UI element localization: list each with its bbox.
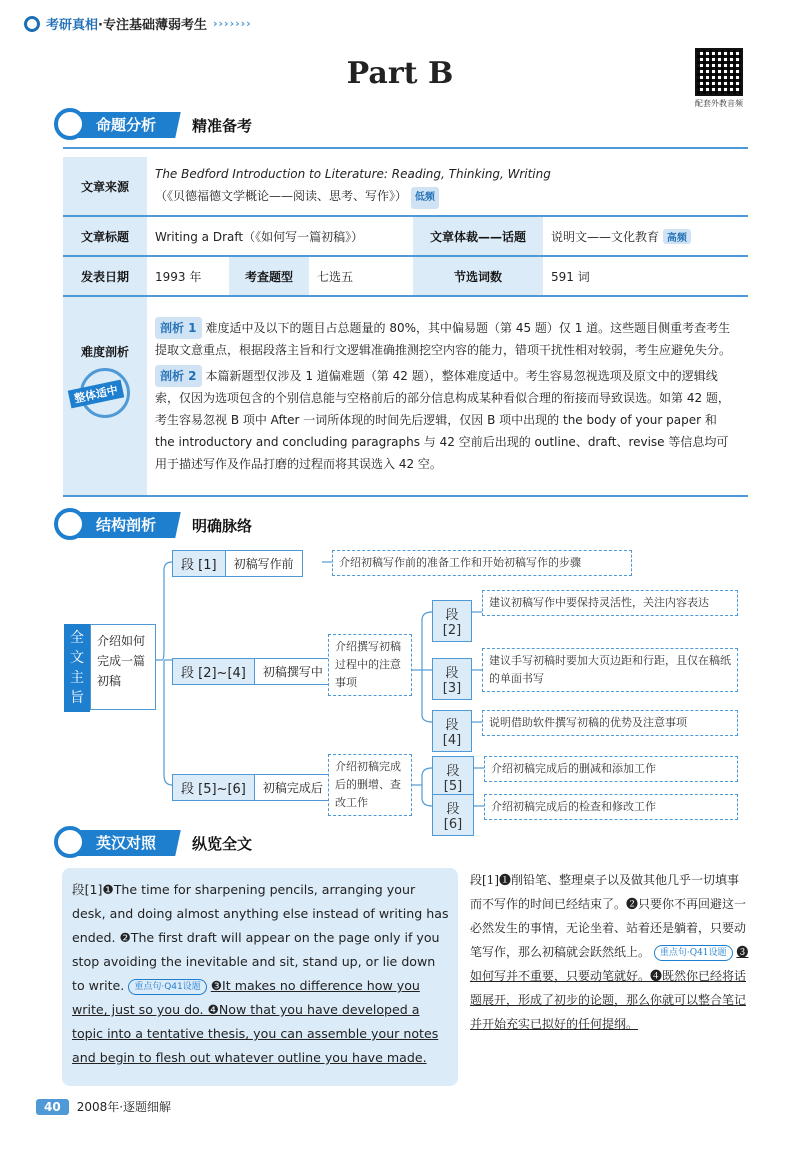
- analysis-1: [155, 317, 740, 361]
- qr-code-icon[interactable]: [695, 48, 743, 96]
- section-label: 结构剖析: [96, 516, 157, 534]
- analysis-1-label: 剖析 1: [155, 317, 202, 339]
- zh-part-2: ❸如何写并不重要，只要动笔就好。❹既然你已经将话题展开，形成了初步的论题，那么你就可以整合笔记并开始充实已拟好的任何提纲。: [470, 945, 749, 1031]
- sub-desc-6: 介绍初稿完成后的检查和修改工作: [484, 794, 738, 820]
- section-analysis-header: [60, 112, 252, 138]
- branch-1-stage: 初稿写作前: [233, 557, 294, 571]
- branch-1-para: 段 [1]: [173, 551, 226, 576]
- difficulty-cell: [63, 296, 147, 496]
- en-flag: 重点句·Q41设题: [128, 979, 206, 995]
- source-en: The Bedford Introduction to Literature: Reading, Thinking, Writing: [155, 167, 551, 181]
- analysis-1-text: 难度适中及以下的题目占总题量的 80%，其中偏易题（第 45 题）仅 1 道。这些题目侧重考查考生提取文意重点，根据段落主旨和行文逻辑准确推测挖空内容的能力，错项干扰性相对较弱，考生应避免失分。: [155, 321, 732, 357]
- source-zh: （《贝德福德文学概论——阅读、思考、写作》）: [155, 189, 408, 203]
- central-desc: 介绍如何完成一篇初稿: [90, 624, 156, 710]
- en-part-2: ❸It makes no difference how you write, just so you do. ❹Now that you have developed a topic into a tentative thesis, you can assemble your notes and begin to flesh out whatever outline you have made.: [72, 978, 439, 1065]
- section-structure-header: [60, 512, 252, 538]
- sub-para-6: 段 [6]: [432, 794, 474, 836]
- branch-2: [172, 658, 332, 685]
- page-number: 40: [36, 1099, 69, 1115]
- branch-1-desc: 介绍初稿写作前的准备工作和开始初稿写作的步骤: [332, 550, 632, 576]
- section-icon: [54, 508, 86, 540]
- brand-slogan: ·专注基础薄弱考生: [98, 18, 207, 33]
- section-subtitle: 纵览全文: [192, 835, 253, 853]
- section-subtitle: 明确脉络: [192, 517, 253, 535]
- sub-para-3: 段 [3]: [432, 658, 472, 700]
- branch-1: [172, 550, 303, 577]
- section-subtitle: 精准备考: [192, 117, 253, 135]
- genre-tag: 高频: [663, 229, 691, 244]
- type-value: 七选五: [309, 256, 413, 296]
- sub-para-5: 段 [5]: [432, 756, 474, 798]
- page-footer: [36, 1098, 171, 1115]
- sub-para-4: 段 [4]: [432, 710, 472, 752]
- zh-flag: 重点句·Q41设题: [654, 945, 733, 961]
- brand-bar: [24, 14, 252, 33]
- analysis-2: [155, 365, 740, 475]
- sub-desc-5: 介绍初稿完成后的删减和添加工作: [484, 756, 738, 782]
- analysis-2-label: 剖析 2: [155, 365, 202, 387]
- difficulty-badge-text: 整体适中: [68, 380, 125, 409]
- sub-desc-3: 建议手写初稿时要加大页边距和行距，且仅在稿纸的单面书写: [482, 648, 738, 692]
- source-label: 文章来源: [63, 157, 147, 216]
- chinese-passage: [470, 868, 750, 1036]
- page-title: Part B: [346, 56, 454, 91]
- sub-desc-2: 建议初稿写作中要保持灵活性，关注内容表达: [482, 590, 738, 616]
- title-label: 文章标题: [63, 216, 147, 256]
- branch-3-desc: 介绍初稿完成后的删增、查改工作: [328, 754, 412, 816]
- section-bilingual-header: [60, 830, 252, 856]
- genre-cell: [543, 216, 748, 256]
- section-icon: [54, 108, 86, 140]
- divider: [63, 147, 748, 149]
- sub-desc-4: 说明借助软件撰写初稿的优势及注意事项: [482, 710, 738, 736]
- branch-3-para: 段 [5]~[6]: [173, 775, 255, 800]
- en-part-1: 段[1]❶The time for sharpening pencils, arranging your desk, and doing almost anything else instead of writing has ended. ❷The first draft will appear on the page only if you stop avoiding the inevitable and sit, stand up, or lie down to write.: [72, 882, 449, 993]
- zh-part-1: 段[1]❶削铅笔、整理桌子以及做其他几乎一切填事而不写作的时间已经结束了。❷只要你不再回避这一必然发生的事情，无论坐着、站着还是躺着，只要动笔写作，那么初稿就会跃然纸上。: [470, 873, 747, 959]
- section-icon: [54, 826, 86, 858]
- title-value: Writing a Draft（《如何写一篇初稿》）: [147, 216, 413, 256]
- difficulty-text: [147, 296, 748, 496]
- source-cell: [147, 157, 748, 216]
- section-label: 命题分析: [96, 116, 157, 134]
- difficulty-badge: [73, 368, 130, 418]
- genre-label: 文章体裁——话题: [413, 216, 543, 256]
- sub-para-2: 段 [2]: [432, 600, 472, 642]
- analysis-table: [63, 157, 748, 497]
- words-value: 591 词: [543, 256, 748, 296]
- english-passage: [62, 868, 458, 1086]
- arrows-decoration: ›››››››: [212, 17, 252, 30]
- branch-3-stage: 初稿完成后: [262, 781, 323, 795]
- difficulty-label: 难度剖析: [80, 345, 129, 359]
- branch-2-desc: 介绍撰写初稿过程中的注意事项: [328, 634, 412, 696]
- search-icon: [24, 16, 40, 32]
- structure-diagram: [60, 540, 750, 830]
- type-label: 考查题型: [229, 256, 309, 296]
- qr-caption: 配套外教音频: [695, 99, 743, 108]
- date-label: 发表日期: [63, 256, 147, 296]
- branch-3: [172, 774, 332, 801]
- words-label: 节选词数: [413, 256, 543, 296]
- branch-2-stage: 初稿撰写中: [262, 665, 323, 679]
- genre-value: 说明文——文化教育: [551, 229, 660, 244]
- footer-text: 2008年·逐题细解: [76, 1100, 172, 1114]
- section-label: 英汉对照: [96, 834, 157, 852]
- central-title: 全文主旨: [64, 624, 90, 712]
- date-value: 1993 年: [147, 256, 229, 296]
- analysis-2-text: 本篇新题型仅涉及 1 道偏难题（第 42 题），整体难度适中。考生容易忽视选项及原文中的逻辑线索，仅因为选项包含的个别信息能与空格前后的部分信息构成某种看似合理的衔接而导致误选。如第 42 题，考生容易忽视 B 项中 After 一词所体现的时间先后逻辑，仅因 B 项中出现的 the body of your paper 和 the introductory and concluding paragraphs 与 42 空前后出现的 outline、draft、revise 等信息均可用于描述写作及作品打磨的过程而将其误选入 42 空。: [155, 369, 730, 471]
- brand-name: 考研真相: [46, 18, 99, 33]
- source-tag: 低频: [411, 187, 439, 209]
- branch-2-para: 段 [2]~[4]: [173, 659, 255, 684]
